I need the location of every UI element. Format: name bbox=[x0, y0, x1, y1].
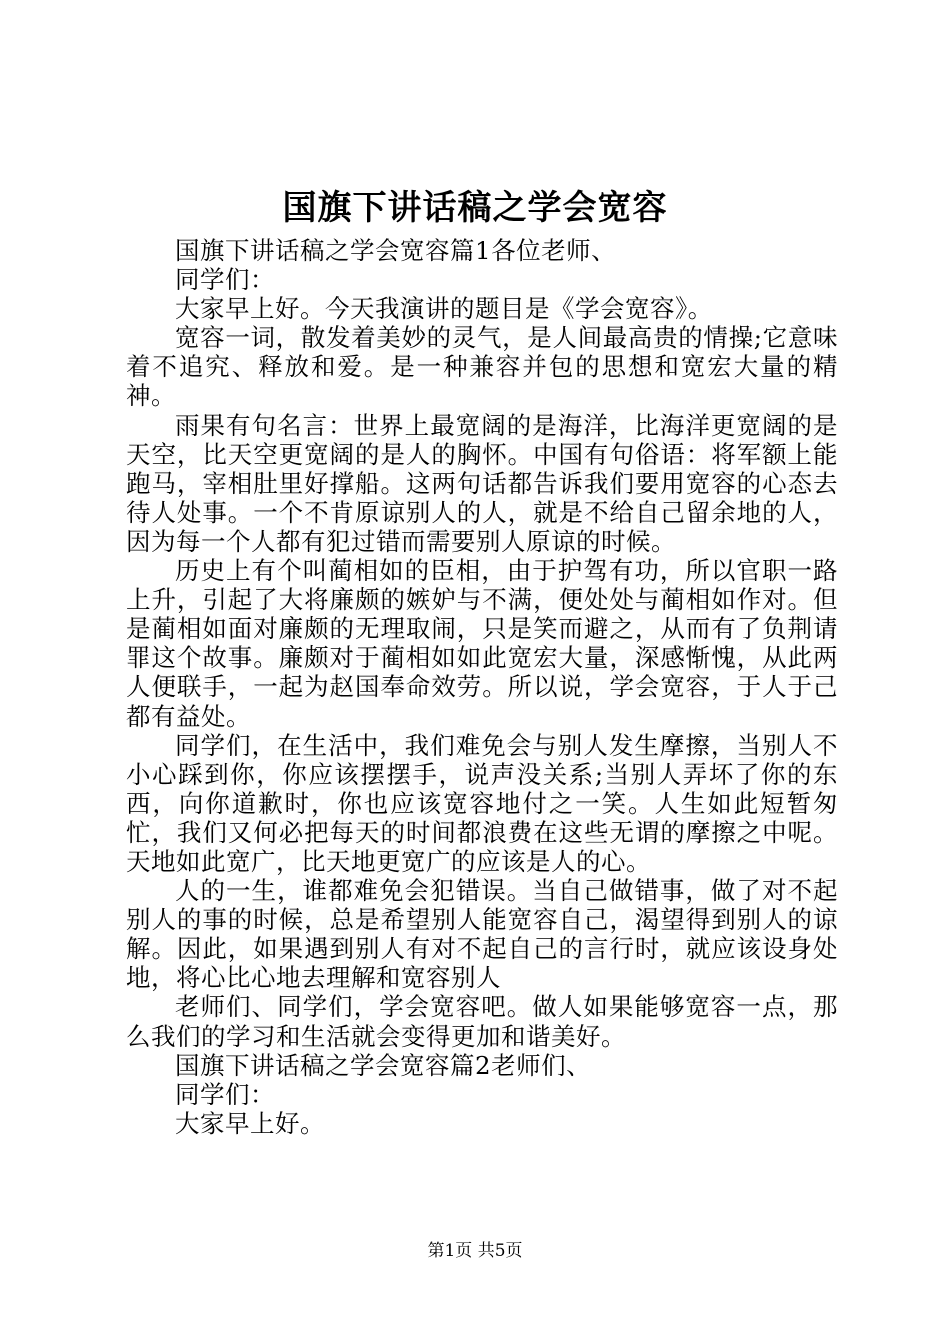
paragraph: 人的一生，谁都难免会犯错误。当自己做错事，做了对不起别人的事的时候，总是希望别人能宽容自己，渴望得到别人的谅解。因此，如果遇到别人有对不起自己的言行时，就应该设身处地，将心比心地去理解和宽容别人 bbox=[126, 876, 838, 993]
paragraph: 同学们： bbox=[175, 265, 275, 295]
paragraph: 国旗下讲话稿之学会宽容篇1各位老师、 bbox=[175, 236, 617, 265]
paragraph: 同学们，在生活中，我们难免会与别人发生摩擦，当别人不小心踩到你，你应该摆摆手，说声没关系;当别人弄坏了你的东西，向你道歉时，你也应该宽容地付之一笑。人生如此短暂匆忙，我们又何必把每天的时间都浪费在这些无谓的摩擦之中呢。天地如此宽广，比天地更宽广的应该是人的心。 bbox=[126, 730, 838, 876]
paragraph: 老师们、同学们，学会宽容吧。做人如果能够宽容一点，那么我们的学习和生活就会变得更加和谐美好。 bbox=[126, 992, 838, 1051]
page-number-footer: 第1页 共5页 bbox=[427, 1241, 523, 1261]
document-body bbox=[126, 236, 838, 1138]
paragraph: 大家早上好。今天我演讲的题目是《学会宽容》。 bbox=[175, 294, 713, 324]
paragraph: 宽容一词，散发着美妙的灵气，是人间最高贵的情操;它意味着不追究、释放和爱。是一种兼容并包的思想和宽宏大量的精神。 bbox=[126, 323, 838, 411]
paragraph: 国旗下讲话稿之学会宽容篇2老师们、 bbox=[175, 1050, 592, 1080]
paragraph: 历史上有个叫蔺相如的臣相，由于护驾有功，所以官职一路上升，引起了大将廉颇的嫉妒与不满，便处处与蔺相如作对。但是蔺相如面对廉颇的无理取闹，只是笑而避之，从而有了负荆请罪这个故事。廉颇对于蔺相如如此宽宏大量，深感惭愧，从此两人便联手，一起为赵国奉命效劳。所以说，学会宽容，于人于己都有益处。 bbox=[126, 556, 838, 731]
document-title: 国旗下讲话稿之学会宽容 bbox=[282, 188, 668, 228]
paragraph: 雨果有句名言：世界上最宽阔的是海洋，比海洋更宽阔的是天空，比天空更宽阔的是人的胸怀。中国有句俗语：将军额上能跑马，宰相肚里好撑船。这两句话都告诉我们要用宽容的心态去待人处事。一个不肯原谅别人的人，就是不给自己留余地的人，因为每一个人都有犯过错而需要别人原谅的时候。 bbox=[126, 410, 838, 556]
paragraph: 同学们： bbox=[175, 1079, 275, 1109]
paragraph: 大家早上好。 bbox=[175, 1108, 325, 1138]
